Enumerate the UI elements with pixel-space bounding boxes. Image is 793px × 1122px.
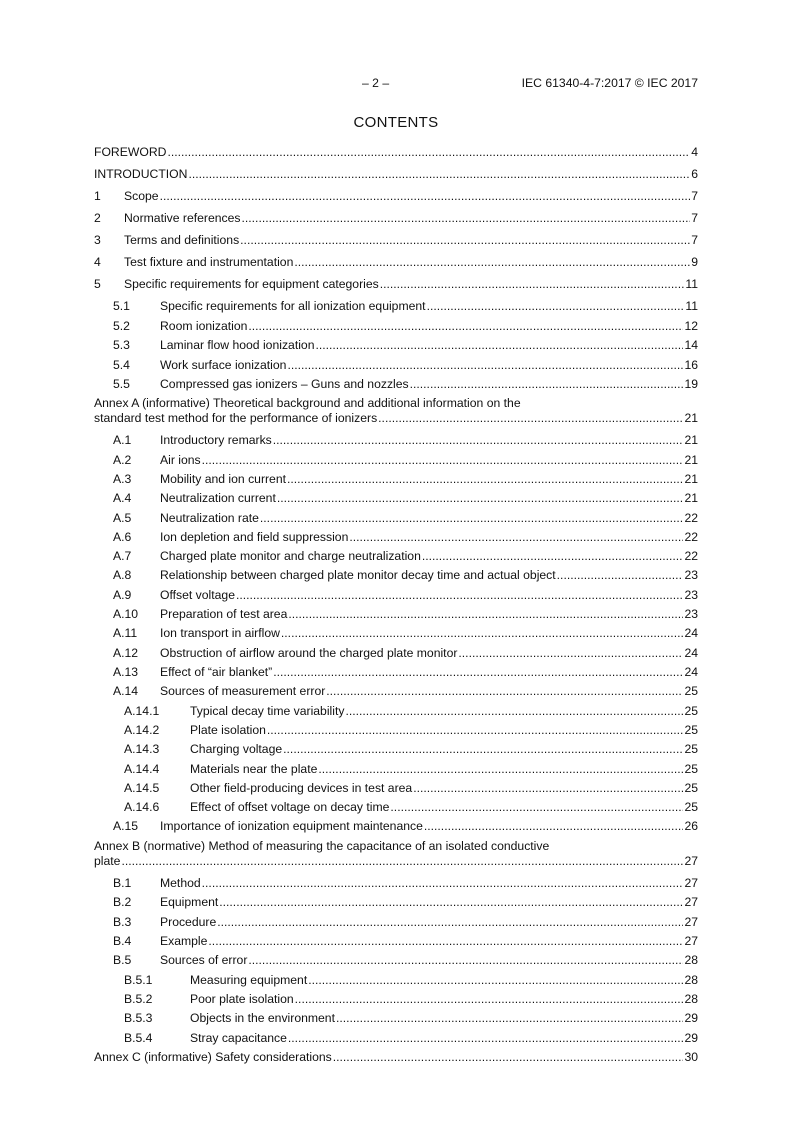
dot-leader xyxy=(349,529,683,545)
toc-entry-page: 29 xyxy=(684,1011,698,1025)
toc-entry-page: 28 xyxy=(684,973,698,987)
toc-entry-page: 25 xyxy=(684,742,698,756)
dot-leader xyxy=(202,452,684,468)
dot-leader xyxy=(308,972,683,988)
toc-entry-number: A.14.3 xyxy=(124,742,160,756)
dot-leader xyxy=(380,276,685,292)
toc-entry-title: INTRODUCTION xyxy=(94,167,188,181)
toc-entry-page: 25 xyxy=(684,684,698,698)
toc-entry-subclause[interactable] xyxy=(94,933,698,949)
toc-entry-number: 5.5 xyxy=(113,377,130,391)
toc-entry-page: 23 xyxy=(684,607,698,621)
toc-entry-number: B.5.2 xyxy=(124,992,153,1006)
toc-entry-number: A.8 xyxy=(113,568,132,582)
dot-leader xyxy=(288,1030,684,1046)
toc-entry-subclause[interactable] xyxy=(94,510,698,526)
toc-entry-page: 21 xyxy=(684,472,698,486)
toc-entry-clause[interactable] xyxy=(94,232,698,248)
toc-entry-subsubclause[interactable] xyxy=(94,780,698,796)
toc-entry-page: 19 xyxy=(684,377,698,391)
toc-entry-page: 28 xyxy=(684,953,698,967)
toc-entry-subclause[interactable] xyxy=(94,894,698,910)
dot-leader xyxy=(390,799,683,815)
toc-entry-subclause[interactable] xyxy=(94,471,698,487)
dot-leader xyxy=(283,741,683,757)
toc-entry-number: 5.2 xyxy=(113,319,130,333)
toc-entry-title: Materials near the plate xyxy=(190,762,318,776)
toc-entry-title: Equipment xyxy=(160,895,219,909)
toc-entry-number: A.15 xyxy=(113,819,139,833)
toc-entry-title: Procedure xyxy=(160,915,217,929)
toc-entry-number: A.14 xyxy=(113,684,139,698)
toc-entry-page: 9 xyxy=(691,255,698,269)
toc-entry-title: Plate isolation xyxy=(190,723,266,737)
toc-entry-title: Mobility and ion current xyxy=(160,472,286,486)
toc-entry-title: FOREWORD xyxy=(94,145,167,159)
toc-entry-subclause[interactable] xyxy=(94,567,698,583)
toc-entry-page: 25 xyxy=(684,781,698,795)
toc-entry-title: Specific requirements for equipment categories xyxy=(124,277,379,291)
toc-entry-page: 6 xyxy=(691,167,698,181)
dot-leader xyxy=(121,853,683,869)
toc-entry-number: A.5 xyxy=(113,511,132,525)
toc-entry-number: B.2 xyxy=(113,895,132,909)
dot-leader xyxy=(248,952,683,968)
toc-entry-title: Importance of ionization equipment maintenance xyxy=(160,819,423,833)
dot-leader xyxy=(277,490,684,506)
toc-entry-subsubclause[interactable] xyxy=(94,741,698,757)
toc-entry-page: 24 xyxy=(684,665,698,679)
toc-entry-page: 4 xyxy=(691,145,698,159)
toc-entry-page: 27 xyxy=(684,895,698,909)
toc-entry-title: Objects in the environment xyxy=(190,1011,335,1025)
toc-entry-title: Relationship between charged plate monitor decay time and actual object xyxy=(160,568,556,582)
toc-entry-page: 14 xyxy=(684,338,698,352)
toc-entry-number: B.5.1 xyxy=(124,973,153,987)
toc-entry-subclause[interactable] xyxy=(94,376,698,392)
toc-entry-title: Neutralization current xyxy=(160,491,276,505)
annex-b-heading: Annex B (normative) Method of measuring the capacitance of an isolated conductive xyxy=(94,839,550,853)
toc-entry-number: A.2 xyxy=(113,453,132,467)
toc-entry-number: B.4 xyxy=(113,934,132,948)
toc-entry-number: 5.3 xyxy=(113,338,130,352)
toc-entry-subclause[interactable] xyxy=(94,625,698,641)
toc-entry-number: A.14.5 xyxy=(124,781,160,795)
toc-entry-title: Test fixture and instrumentation xyxy=(124,255,294,269)
toc-entry-subclause[interactable] xyxy=(94,587,698,603)
toc-entry-page: 7 xyxy=(691,189,698,203)
toc-entry-introduction[interactable] xyxy=(94,166,698,182)
toc-entry-page: 23 xyxy=(684,588,698,602)
toc-entry-title: Room ionization xyxy=(160,319,248,333)
toc-entry-page: 27 xyxy=(684,876,698,890)
toc-entry-title: Specific requirements for all ionization equipment xyxy=(160,299,426,313)
toc-entry-title: plate xyxy=(94,854,121,868)
toc-entry-number: B.3 xyxy=(113,915,132,929)
toc-entry-subclause[interactable] xyxy=(94,952,698,968)
toc-entry-title: Measuring equipment xyxy=(190,973,308,987)
toc-entry-title: Ion transport in airflow xyxy=(160,626,280,640)
dot-leader xyxy=(287,357,683,373)
toc-entry-subsubclause[interactable] xyxy=(94,703,698,719)
toc-entry-title: Normative references xyxy=(124,211,241,225)
toc-entry-subsubclause[interactable] xyxy=(94,799,698,815)
toc-entry-page: 22 xyxy=(684,549,698,563)
toc-entry-title: Effect of “air blanket” xyxy=(160,665,273,679)
toc-entry-title: Offset voltage xyxy=(160,588,235,602)
toc-entry-annex-a[interactable] xyxy=(94,410,698,426)
toc-entry-page: 24 xyxy=(684,626,698,640)
toc-entry-clause[interactable] xyxy=(94,210,698,226)
toc-entry-title: Ion depletion and field suppression xyxy=(160,530,349,544)
toc-entry-title: Example xyxy=(160,934,208,948)
toc-entry-title: Terms and definitions xyxy=(124,233,240,247)
toc-entry-number: A.14.4 xyxy=(124,762,160,776)
toc-entry-title: Other field-producing devices in test area xyxy=(190,781,413,795)
dot-leader xyxy=(202,875,684,891)
toc-entry-page: 21 xyxy=(684,453,698,467)
toc-entry-number: A.12 xyxy=(113,646,139,660)
toc-entry-title: Laminar flow hood ionization xyxy=(160,338,315,352)
toc-entry-page: 25 xyxy=(684,762,698,776)
dot-leader xyxy=(315,337,683,353)
toc-entry-subclause[interactable] xyxy=(94,683,698,699)
toc-entry-title: Stray capacitance xyxy=(190,1031,287,1045)
toc-entry-page: 26 xyxy=(684,819,698,833)
toc-entry-number: A.14.2 xyxy=(124,723,160,737)
dot-leader xyxy=(318,761,683,777)
contents-title: CONTENTS xyxy=(353,114,439,131)
toc-entry-subclause[interactable] xyxy=(94,818,698,834)
dot-leader xyxy=(217,914,683,930)
dot-leader xyxy=(208,933,683,949)
toc-entry-number: A.10 xyxy=(113,607,139,621)
dot-leader xyxy=(378,410,683,426)
toc-entry-page: 7 xyxy=(691,233,698,247)
toc-entry-title: Effect of offset voltage on decay time xyxy=(190,800,390,814)
toc-entry-subclause[interactable] xyxy=(94,318,698,334)
toc-entry-page: 21 xyxy=(684,433,698,447)
toc-entry-page: 25 xyxy=(684,723,698,737)
toc-entry-title: Compressed gas ionizers – Guns and nozzles xyxy=(160,377,409,391)
dot-leader xyxy=(188,166,690,182)
toc-entry-title: Sources of error xyxy=(160,953,248,967)
toc-entry-page: 27 xyxy=(684,915,698,929)
dot-leader xyxy=(333,1049,684,1065)
dot-leader xyxy=(345,703,683,719)
dot-leader xyxy=(557,567,684,583)
toc-entry-title: Work surface ionization xyxy=(160,358,287,372)
toc-entry-title: Air ions xyxy=(160,453,201,467)
toc-entry-subclause[interactable] xyxy=(94,645,698,661)
toc-entry-title: Annex C (informative) Safety considerations xyxy=(94,1050,332,1064)
toc-entry-number: A.14.1 xyxy=(124,704,160,718)
toc-entry-number: A.3 xyxy=(113,472,132,486)
toc-entry-title: Poor plate isolation xyxy=(190,992,294,1006)
dot-leader xyxy=(273,432,684,448)
toc-entry-page: 12 xyxy=(684,319,698,333)
toc-entry-subsubclause[interactable] xyxy=(94,972,698,988)
toc-entry-page: 27 xyxy=(684,934,698,948)
annex-a-heading: Annex A (informative) Theoretical background and additional information on the xyxy=(94,396,521,410)
dot-leader xyxy=(427,298,685,314)
toc-entry-subsubclause[interactable] xyxy=(94,761,698,777)
toc-entry-number: A.13 xyxy=(113,665,139,679)
toc-entry-page: 7 xyxy=(691,211,698,225)
toc-entry-title: Neutralization rate xyxy=(160,511,259,525)
dot-leader xyxy=(287,471,683,487)
toc-entry-page: 22 xyxy=(684,511,698,525)
toc-entry-page: 30 xyxy=(684,1050,698,1064)
dot-leader xyxy=(413,780,683,796)
toc-entry-number: 1 xyxy=(94,189,101,203)
toc-entry-number: A.4 xyxy=(113,491,132,505)
toc-entry-page: 25 xyxy=(684,800,698,814)
dot-leader xyxy=(458,645,683,661)
toc-entry-page: 11 xyxy=(685,299,698,313)
toc-entry-clause[interactable] xyxy=(94,254,698,270)
toc-entry-title: Introductory remarks xyxy=(160,433,272,447)
toc-entry-number: A.7 xyxy=(113,549,132,563)
dot-leader xyxy=(326,683,683,699)
dot-leader xyxy=(260,510,684,526)
toc-entry-title: Typical decay time variability xyxy=(190,704,345,718)
toc-entry-subsubclause[interactable] xyxy=(94,1030,698,1046)
toc-entry-number: 3 xyxy=(94,233,101,247)
toc-entry-subclause[interactable] xyxy=(94,914,698,930)
toc-entry-title: Charged plate monitor and charge neutralization xyxy=(160,549,421,563)
toc-entry-subclause[interactable] xyxy=(94,490,698,506)
toc-entry-subsubclause[interactable] xyxy=(94,722,698,738)
toc-entry-subsubclause[interactable] xyxy=(94,1010,698,1026)
toc-entry-title: Obstruction of airflow around the charged plate monitor xyxy=(160,646,458,660)
toc-entry-title: Sources of measurement error xyxy=(160,684,326,698)
page-number: – 2 – xyxy=(362,76,390,90)
toc-entry-title: Scope xyxy=(124,189,159,203)
dot-leader xyxy=(242,210,691,226)
toc-entry-subclause[interactable] xyxy=(94,548,698,564)
toc-entry-page: 11 xyxy=(685,277,698,291)
toc-entry-number: B.1 xyxy=(113,876,132,890)
dot-leader xyxy=(294,254,690,270)
dot-leader xyxy=(248,318,683,334)
dot-leader xyxy=(273,664,683,680)
dot-leader xyxy=(422,548,684,564)
dot-leader xyxy=(288,606,683,622)
page-header xyxy=(94,76,698,94)
dot-leader xyxy=(295,991,684,1007)
dot-leader xyxy=(236,587,683,603)
toc-entry-page: 27 xyxy=(684,854,698,868)
toc-entry-annex-c[interactable] xyxy=(94,1049,698,1065)
toc-entry-title: Method xyxy=(160,876,201,890)
dot-leader xyxy=(219,894,683,910)
toc-entry-page: 21 xyxy=(684,411,698,425)
toc-entry-title: Preparation of test area xyxy=(160,607,288,621)
toc-entry-title: Charging voltage xyxy=(190,742,283,756)
dot-leader xyxy=(240,232,690,248)
toc-entry-subclause[interactable] xyxy=(94,337,698,353)
dot-leader xyxy=(167,144,690,160)
toc-entry-number: A.1 xyxy=(113,433,132,447)
dot-leader xyxy=(336,1010,683,1026)
toc-entry-number: A.6 xyxy=(113,530,132,544)
toc-entry-subclause[interactable] xyxy=(94,298,698,314)
toc-entry-number: 2 xyxy=(94,211,101,225)
toc-entry-subclause[interactable] xyxy=(94,529,698,545)
toc-entry-subclause[interactable] xyxy=(94,664,698,680)
toc-entry-subclause[interactable] xyxy=(94,606,698,622)
toc-entry-page: 21 xyxy=(684,491,698,505)
toc-entry-number: A.11 xyxy=(113,626,138,640)
toc-entry-number: 4 xyxy=(94,255,101,269)
toc-entry-page: 24 xyxy=(684,646,698,660)
toc-entry-title: standard test method for the performance of ionizers xyxy=(94,411,378,425)
toc-entry-page: 28 xyxy=(684,992,698,1006)
toc-entry-subclause[interactable] xyxy=(94,432,698,448)
toc-entry-page: 23 xyxy=(684,568,698,582)
toc-entry-number: B.5 xyxy=(113,953,132,967)
toc-entry-number: A.14.6 xyxy=(124,800,160,814)
toc-entry-page: 25 xyxy=(684,704,698,718)
toc-entry-number: 5 xyxy=(94,277,101,291)
toc-entry-foreword[interactable] xyxy=(94,144,698,160)
toc-entry-clause[interactable] xyxy=(94,276,698,292)
toc-entry-page: 22 xyxy=(684,530,698,544)
toc-entry-page: 29 xyxy=(684,1031,698,1045)
toc-entry-annex-b[interactable] xyxy=(94,853,698,869)
dot-leader xyxy=(267,722,684,738)
standard-reference: IEC 61340-4-7:2017 © IEC 2017 xyxy=(521,76,698,90)
toc-entry-clause[interactable] xyxy=(94,188,698,204)
toc-entry-number: 5.4 xyxy=(113,358,130,372)
dot-leader xyxy=(281,625,684,641)
toc-entry-subclause[interactable] xyxy=(94,875,698,891)
dot-leader xyxy=(410,376,684,392)
dot-leader xyxy=(424,818,684,834)
toc-entry-number: A.9 xyxy=(113,588,132,602)
toc-entry-subclause[interactable] xyxy=(94,357,698,373)
dot-leader xyxy=(160,188,691,204)
toc-entry-subclause[interactable] xyxy=(94,452,698,468)
toc-entry-page: 16 xyxy=(684,358,698,372)
toc-entry-number: B.5.3 xyxy=(124,1011,153,1025)
toc-entry-number: B.5.4 xyxy=(124,1031,153,1045)
toc-entry-subsubclause[interactable] xyxy=(94,991,698,1007)
toc-entry-number: 5.1 xyxy=(113,299,130,313)
